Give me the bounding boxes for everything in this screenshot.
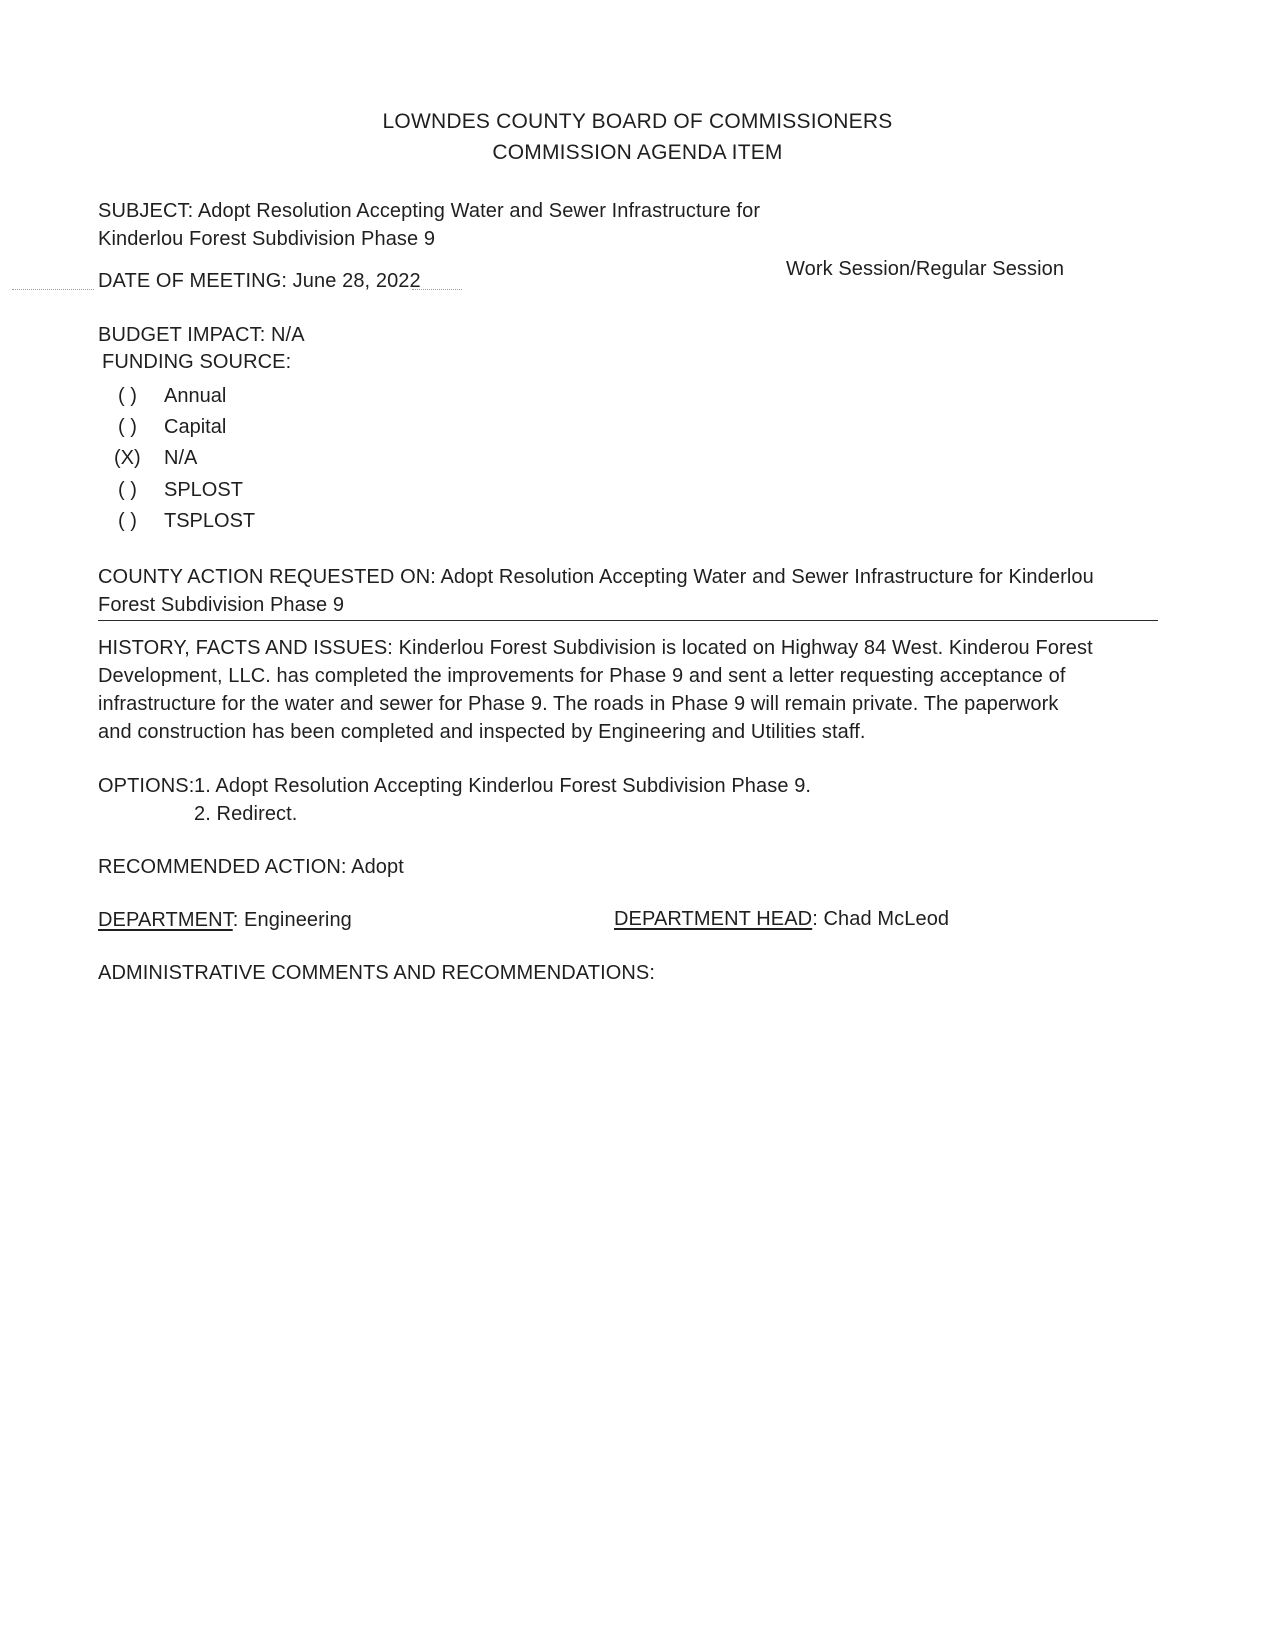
recommended-action: RECOMMENDED ACTION: Adopt	[98, 856, 404, 878]
funding-source-label: FUNDING SOURCE:	[102, 351, 292, 373]
history-line-4: and construction has been completed and inspected by Engineering and Utilities staff.	[98, 721, 866, 743]
funding-checkbox: ( )	[118, 385, 137, 407]
funding-option-label: SPLOST	[164, 479, 243, 501]
header-title: LOWNDES COUNTY BOARD OF COMMISSIONERS	[382, 110, 893, 133]
scan-artifact-line	[12, 289, 94, 290]
administrative-comments: ADMINISTRATIVE COMMENTS AND RECOMMENDATIONS:	[98, 962, 656, 984]
history-line-2: Development, LLC. has completed the improvements for Phase 9 and sent a letter requesting acceptance of	[98, 665, 1066, 687]
action-requested-line-2: Forest Subdivision Phase 9	[98, 594, 345, 616]
funding-option-label: N/A	[164, 447, 198, 469]
subject-line-1: SUBJECT: Adopt Resolution Accepting Water and Sewer Infrastructure for	[98, 200, 761, 222]
budget-impact: BUDGET IMPACT: N/A	[98, 324, 305, 346]
session-type: Work Session/Regular Session	[786, 258, 1065, 280]
header-subtitle: COMMISSION AGENDA ITEM	[492, 141, 783, 164]
department-head	[614, 905, 949, 934]
funding-option-label: TSPLOST	[164, 510, 256, 532]
funding-option-label: Annual	[164, 385, 227, 407]
department-label: DEPARTMENT	[98, 909, 233, 931]
options-label: OPTIONS:	[98, 775, 195, 797]
meeting-date: DATE OF MEETING: June 28, 2022	[98, 270, 421, 292]
department-head-label: DEPARTMENT HEAD	[614, 908, 813, 930]
department-head-value: : Chad McLeod	[812, 908, 950, 930]
action-requested-line-1: COUNTY ACTION REQUESTED ON: Adopt Resolution Accepting Water and Sewer Infrastructure for Kinderlou	[98, 566, 1094, 588]
funding-option	[118, 507, 255, 536]
option-1: 1. Adopt Resolution Accepting Kinderlou Forest Subdivision Phase 9.	[194, 775, 812, 797]
scan-artifact-line	[412, 289, 462, 290]
funding-option	[114, 444, 197, 473]
department	[98, 906, 352, 935]
department-value: : Engineering	[232, 909, 352, 931]
funding-option	[118, 413, 226, 442]
funding-checkbox: (X)	[114, 447, 141, 469]
funding-checkbox: ( )	[118, 479, 137, 501]
funding-option-label: Capital	[164, 416, 227, 438]
funding-checkbox: ( )	[118, 510, 137, 532]
funding-option	[118, 382, 226, 411]
funding-option	[118, 476, 243, 505]
funding-checkbox: ( )	[118, 416, 137, 438]
section-divider	[98, 620, 1158, 621]
subject-line-2: Kinderlou Forest Subdivision Phase 9	[98, 228, 436, 250]
history-line-1: HISTORY, FACTS AND ISSUES: Kinderlou Forest Subdivision is located on Highway 84 West. Kinderou Forest	[98, 637, 1093, 659]
option-2: 2. Redirect.	[194, 803, 298, 825]
history-line-3: infrastructure for the water and sewer for Phase 9. The roads in Phase 9 will remain private. The paperwork	[98, 693, 1059, 715]
